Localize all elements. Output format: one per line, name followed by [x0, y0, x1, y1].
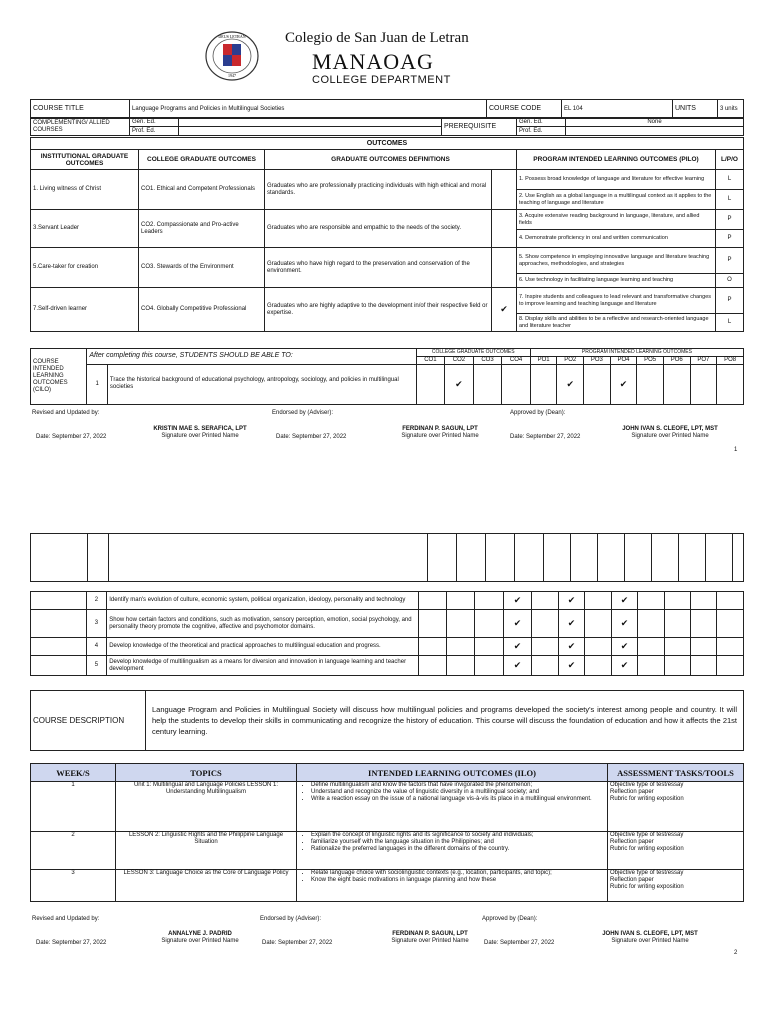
igo-5: 5.Care-taker for creation — [31, 248, 139, 288]
ilo-item: • Write a reaction essay on the issue of a national language vis-à-vis its place in a multilingual environment. — [311, 796, 605, 803]
pilo-1: 1. Possess broad knowledge of language and literature for effective learning — [517, 170, 716, 190]
approved-label-p2: Approved by (Dean): — [482, 916, 538, 922]
school-seal — [204, 30, 260, 82]
cilo-row — [31, 656, 744, 676]
revised-label-p1: Revised and Updated by: — [32, 410, 100, 416]
col-igo: INSTITUTIONAL GRADUATE OUTCOMES — [31, 150, 139, 170]
col-co3: CO3 — [473, 356, 502, 364]
cilo-check — [532, 638, 558, 656]
lpo-6: O — [716, 274, 744, 288]
signer-name-p2-1: ANNALYNE J. PADRID — [168, 931, 232, 937]
cilo-check — [638, 638, 664, 656]
cilo-number: 2 — [86, 592, 107, 610]
cilo-check — [664, 638, 690, 656]
def-1: Graduates who are professionally practicing individuals with high ethical and moral standards. — [265, 170, 492, 210]
col-po4: PO4 — [610, 356, 637, 364]
cilo-check — [475, 610, 503, 638]
cilo-check — [447, 610, 475, 638]
cilo-check: ✔ — [557, 364, 584, 404]
cilo-text: Develop knowledge of multilingualism as a means for diversion and innovation in language learning and teacher development — [107, 656, 419, 676]
cilo-check — [532, 592, 558, 610]
date-p2-2: Date: September 27, 2022 — [262, 940, 333, 946]
cgo-4: CO4. Globally Competitive Professional — [139, 288, 265, 332]
prereq-prof-ed-label: Prof. Ed. — [517, 127, 566, 136]
assessment-item: Objective type of test/essay — [610, 832, 684, 838]
signer-name-p2-2: FERDINAN P. SAGUN, LPT — [392, 931, 468, 937]
cilo-cgo-header: COLLEGE GRADUATE OUTCOMES — [416, 349, 530, 357]
ilo-item: • Explain the concept of linguistic rights and its significance to society and individuals; — [311, 832, 605, 839]
cilo-number: 1 — [87, 364, 108, 404]
course-title-value: Language Programs and Policies in Multilingual Societies — [130, 100, 487, 119]
lpo-7: P — [716, 288, 744, 314]
ilo-list — [297, 832, 608, 870]
sig-caption-3: Signature over Printed Name — [631, 433, 709, 439]
def-check-3 — [492, 248, 517, 288]
course-description-text: Language Program and Policies in Multilingual Society will discuss how multilingual policies and programs developed the society's interest among people and country. It will help the students to develop their skills in communicating and recognize the history of education. This course will discuss the foundation of education and how it affects the 21st century learning. — [146, 691, 744, 751]
cilo-table-continued — [30, 591, 744, 676]
plan-row — [31, 782, 744, 832]
signer-name-p2-3: JOHN IVAN S. CLEOFE, LPT, MST — [602, 931, 698, 937]
col-co1: CO1 — [416, 356, 445, 364]
pilo-6: 6. Use technology in facilitating language learning and teaching — [517, 274, 716, 288]
plan-row — [31, 870, 744, 902]
cilo-check — [416, 364, 445, 404]
ilo-item: • Understand and recognize the value of linguistic diversity in a multilingual society; and — [311, 789, 605, 796]
cilo-check — [717, 610, 744, 638]
svg-text:1947: 1947 — [228, 73, 236, 78]
endorsed-label-p2: Endorsed by (Adviser): — [260, 916, 322, 922]
cilo-number: 5 — [86, 656, 107, 676]
course-title-label: COURSE TITLE — [31, 100, 130, 119]
assessment-item: Rubric for writing exposition — [610, 846, 684, 852]
col-po6: PO6 — [663, 356, 690, 364]
cilo-check — [447, 592, 475, 610]
col-definitions: GRADUATE OUTCOMES DEFINITIONS — [265, 150, 517, 170]
date-3: Date: September 27, 2022 — [510, 434, 581, 440]
cgo-3: CO3. Stewards of the Environment — [139, 248, 265, 288]
col-po7: PO7 — [690, 356, 717, 364]
page-number-1: 1 — [734, 447, 738, 453]
pilo-3: 3. Acquire extensive reading background in language, literature, and allied fields — [517, 210, 716, 230]
def-check-1 — [492, 170, 517, 210]
cilo-check — [475, 592, 503, 610]
col-po1: PO1 — [530, 356, 557, 364]
pilo-5: 5. Show competence in employing innovative language and literature teaching approaches, methodologies, and strategies — [517, 248, 716, 274]
course-description-table — [30, 690, 744, 751]
cilo-check — [691, 638, 717, 656]
cilo-check — [475, 638, 503, 656]
cgo-1: CO1. Ethical and Competent Professionals — [139, 170, 265, 210]
assessment-item: Reflection paper — [610, 877, 654, 883]
cilo-check — [664, 610, 690, 638]
cilo-pilo-header: PROGRAM INTENDED LEARNING OUTCOMES — [530, 349, 743, 357]
col-co2: CO2 — [445, 356, 474, 364]
cilo-check — [717, 638, 744, 656]
lpo-8: L — [716, 314, 744, 332]
cilo-check — [532, 656, 558, 676]
cilo-check — [717, 364, 744, 404]
cilo-intro: After completing this course, STUDENTS SHOULD BE ABLE TO: — [87, 349, 416, 365]
cilo-check: ✔ — [558, 592, 585, 610]
school-name: Colegio de San Juan de Letran — [285, 30, 469, 46]
gen-ed-label: Gen. Ed. — [130, 118, 179, 127]
cilo-check: ✔ — [503, 610, 532, 638]
cilo-check: ✔ — [611, 638, 638, 656]
lpo-2: L — [716, 190, 744, 210]
page-number-2: 2 — [734, 950, 738, 956]
cilo-check — [530, 364, 557, 404]
outcomes-table — [30, 137, 744, 332]
col-po5: PO5 — [637, 356, 664, 364]
cilo-check — [418, 656, 446, 676]
cilo-number: 4 — [86, 638, 107, 656]
cilo-text: Identify man's evolution of culture, economic system, political organization, ideology, personality and technology — [107, 592, 419, 610]
signer-name-2: FERDINAN P. SAGUN, LPT — [402, 426, 478, 432]
cilo-check — [663, 364, 690, 404]
signer-name-3: JOHN IVAN S. CLEOFE, LPT, MST — [622, 426, 718, 432]
def-check-2 — [492, 210, 517, 248]
ilo-item: • Rationalize the preferred languages in the different domains of the country. — [311, 846, 605, 853]
col-lpo: L/P/O — [716, 150, 744, 170]
pilo-2: 2. Use English as a global language in a multilingual context as it applies to the teaching of language and literature — [517, 190, 716, 210]
cilo-check — [418, 610, 446, 638]
header-assessment: ASSESSMENT TASKS/TOOLS — [608, 764, 744, 782]
lpo-4: P — [716, 230, 744, 248]
assessment-list — [608, 832, 744, 870]
assessment-list — [608, 870, 744, 902]
igo-3: 3.Servant Leader — [31, 210, 139, 248]
cilo-check — [691, 610, 717, 638]
sig-caption-p2-2: Signature over Printed Name — [391, 938, 469, 944]
week-number: 3 — [31, 870, 116, 902]
cilo-check — [691, 656, 717, 676]
cilo-check — [532, 610, 558, 638]
cilo-check: ✔ — [558, 656, 585, 676]
cilo-check: ✔ — [611, 656, 638, 676]
outcomes-title: OUTCOMES — [31, 138, 744, 150]
endorsed-label-p1: Endorsed by (Adviser): — [272, 410, 334, 416]
units-label: UNITS — [672, 100, 717, 119]
cilo-check: ✔ — [503, 638, 532, 656]
department-name: COLLEGE DEPARTMENT — [312, 74, 451, 86]
header-topics: TOPICS — [116, 764, 297, 782]
course-code-label: COURSE CODE — [486, 100, 561, 119]
igo-7: 7.Self-driven learner — [31, 288, 139, 332]
def-3: Graduates who have high regard to the preservation and conservation of the environment. — [265, 248, 492, 288]
sig-caption-2: Signature over Printed Name — [401, 433, 479, 439]
assessment-item: Objective type of test/essay — [610, 782, 684, 788]
cilo-check — [418, 592, 446, 610]
prerequisite-label: PREREQUISITE — [442, 118, 517, 136]
cilo-text: Show how certain factors and conditions, such as motivation, sensory perception, emotion, social psychology, and personality theory promote the cognitive, affective and psychomotor domains. — [107, 610, 419, 638]
approved-label-p1: Approved by (Dean): — [510, 410, 566, 416]
cilo-row — [31, 364, 744, 404]
cilo-check: ✔ — [611, 592, 638, 610]
sig-caption-1: Signature over Printed Name — [161, 433, 239, 439]
lpo-5: P — [716, 248, 744, 274]
cilo-check: ✔ — [503, 592, 532, 610]
col-po2: PO2 — [557, 356, 584, 364]
pilo-7: 7. Inspire students and colleagues to lead relevant and transformative changes to improve learning and teaching language and literature — [517, 288, 716, 314]
pilo-4: 4. Demonstrate proficiency in oral and written communication — [517, 230, 716, 248]
topic: Unit 1: Multilingual and Language Policies LESSON 1: Understanding Multilingualism — [116, 782, 297, 832]
week-number: 1 — [31, 782, 116, 832]
cilo-check — [664, 656, 690, 676]
assessment-item: Reflection paper — [610, 789, 654, 795]
col-co4: CO4 — [502, 356, 531, 364]
cilo-text: Develop knowledge of the theoretical and practical approaches to multilingual education and progress. — [107, 638, 419, 656]
assessment-item: Rubric for writing exposition — [610, 796, 684, 802]
topic: LESSON 3: Language Choice as the Core of Language Policy — [116, 870, 297, 902]
seal-lettering: DEUS LETRAN — [218, 34, 246, 39]
col-cgo: COLLEGE GRADUATE OUTCOMES — [139, 150, 265, 170]
cilo-check: ✔ — [558, 610, 585, 638]
ilo-item: • familiarize yourself with the language situation in the Philippines; and — [311, 839, 605, 846]
col-po8: PO8 — [717, 356, 744, 364]
prereq-gen-ed-label: Gen. Ed. — [517, 118, 566, 127]
cilo-row — [31, 592, 744, 610]
ilo-item: • Know the eight basic motivations in language planning and how these — [311, 877, 605, 884]
weekly-plan-table — [30, 763, 744, 902]
lpo-1: L — [716, 170, 744, 190]
cilo-header-blank — [30, 533, 744, 582]
cilo-check — [717, 592, 744, 610]
pilo-8: 8. Display skills and abilities to be a reflective and research-oriented language and literature teacher — [517, 314, 716, 332]
cilo-check: ✔ — [445, 364, 474, 404]
sig-caption-p2-3: Signature over Printed Name — [611, 938, 689, 944]
ilo-list — [297, 782, 608, 832]
cilo-check — [638, 610, 664, 638]
assessment-item: Reflection paper — [610, 839, 654, 845]
prof-ed-label: Prof. Ed. — [130, 127, 179, 136]
cilo-check — [585, 592, 611, 610]
cilo-check — [664, 592, 690, 610]
cilo-check — [447, 638, 475, 656]
cilo-check — [502, 364, 531, 404]
cilo-row — [31, 638, 744, 656]
signer-name-1: KRISTIN MAE S. SERAFICA, LPT — [153, 426, 247, 432]
course-description-label: COURSE DESCRIPTION — [31, 691, 146, 751]
cilo-check — [638, 592, 664, 610]
cilo-check — [418, 638, 446, 656]
ilo-item: • Relate language choice with sociolinguistic contexts (e.g., location, participants, and topic); — [311, 870, 605, 877]
lpo-3: P — [716, 210, 744, 230]
date-p2-3: Date: September 27, 2022 — [484, 940, 555, 946]
cilo-number: 3 — [86, 610, 107, 638]
complementing-label: COMPLEMENTING/ ALLIED COURSES — [31, 118, 130, 136]
header-ilo: INTENDED LEARNING OUTCOMES (ILO) — [297, 764, 608, 782]
def-2: Graduates who are responsible and empathic to the needs of the society. — [265, 210, 492, 248]
sig-caption-p2-1: Signature over Printed Name — [161, 938, 239, 944]
def-check-4: ✔ — [492, 288, 517, 332]
cilo-check — [717, 656, 744, 676]
col-pilo: PROGRAM INTENDED LEARNING OUTCOMES (PILO) — [517, 150, 716, 170]
cilo-check — [585, 638, 611, 656]
topic: LESSON 2: Linguistic Rights and the Philippine Language Situation — [116, 832, 297, 870]
cilo-check — [473, 364, 502, 404]
date-1: Date: September 27, 2022 — [36, 434, 107, 440]
col-po3: PO3 — [584, 356, 611, 364]
course-code-value: EL 104 — [561, 100, 672, 119]
cilo-check — [638, 656, 664, 676]
cilo-check: ✔ — [611, 610, 638, 638]
course-info-table — [30, 99, 744, 119]
units-value: 3 units — [717, 100, 743, 119]
cilo-check — [690, 364, 717, 404]
cilo-check — [585, 656, 611, 676]
cilo-check — [637, 364, 664, 404]
cilo-check — [691, 592, 717, 610]
cilo-check: ✔ — [503, 656, 532, 676]
cilo-check — [585, 610, 611, 638]
cilo-check — [584, 364, 611, 404]
cilo-text: Trace the historical background of educational psychology, antropology, sociology, and policies in multilingual societies — [107, 364, 416, 404]
cilo-check: ✔ — [610, 364, 637, 404]
allied-courses-table — [30, 117, 744, 136]
plan-row — [31, 832, 744, 870]
campus-name: MANAOAG — [312, 49, 434, 74]
ilo-list — [297, 870, 608, 902]
cilo-row — [31, 610, 744, 638]
prereq-value: None — [566, 118, 744, 127]
igo-1: 1. Living witness of Christ — [31, 170, 139, 210]
cilo-check — [475, 656, 503, 676]
cilo-check: ✔ — [558, 638, 585, 656]
date-p2-1: Date: September 27, 2022 — [36, 940, 107, 946]
def-4: Graduates who are highly adaptive to the development in/of their respective field or expertise. — [265, 288, 492, 332]
assessment-item: Rubric for writing exposition — [610, 884, 684, 890]
revised-label-p2: Revised and Updated by: — [32, 916, 100, 922]
assessment-list — [608, 782, 744, 832]
date-2: Date: September 27, 2022 — [276, 434, 347, 440]
ilo-item: • Define multilingualism and know the factors that have invigorated the phenomenon; — [311, 782, 605, 789]
assessment-item: Objective type of test/essay — [610, 870, 684, 876]
cgo-2: CO2. Compassionate and Pro-active Leaders — [139, 210, 265, 248]
cilo-check — [447, 656, 475, 676]
cilo-label: COURSE INTENDED LEARNING OUTCOMES (CILO) — [31, 349, 87, 405]
cilo-table — [30, 348, 744, 405]
header-week: WEEK/S — [31, 764, 116, 782]
week-number: 2 — [31, 832, 116, 870]
